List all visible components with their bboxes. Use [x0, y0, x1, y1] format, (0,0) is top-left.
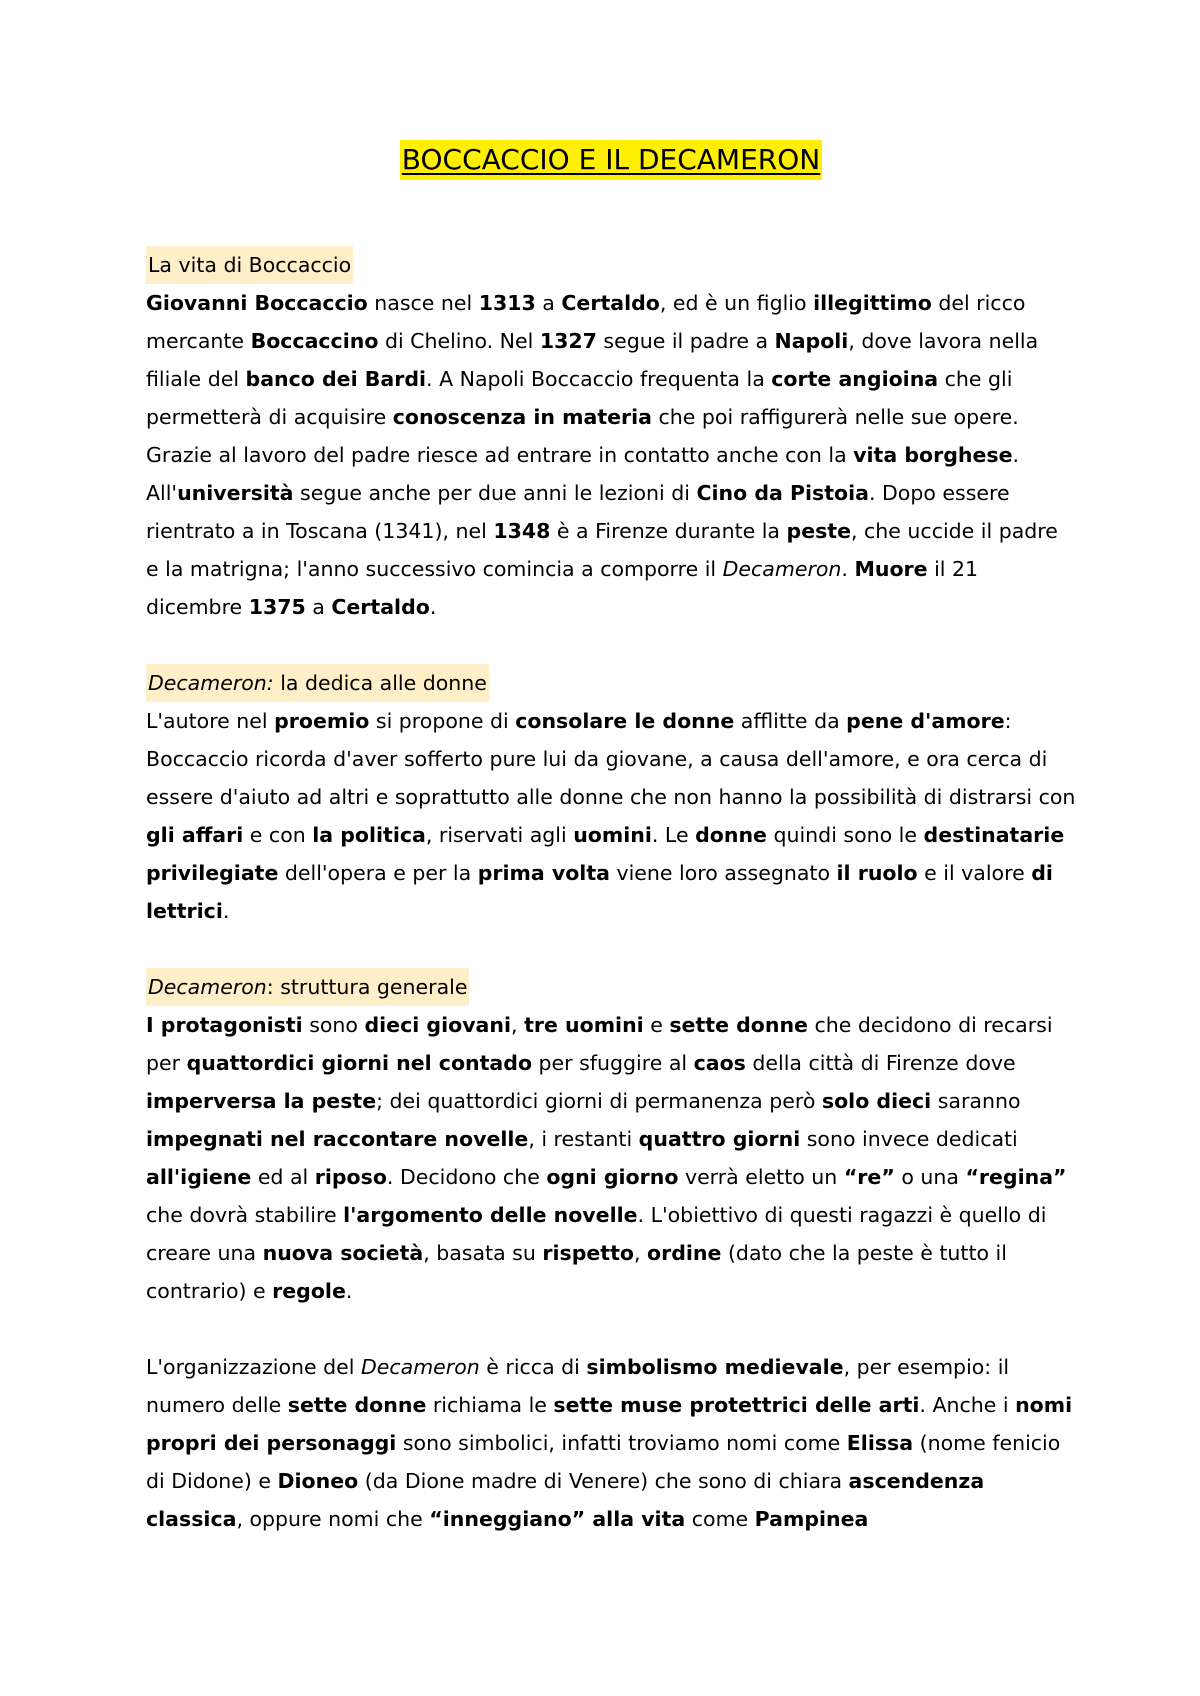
spacer	[146, 930, 1076, 968]
section-paragraph: L'autore nel proemio si propone di consolare le donne afflitte da pene d'amore: Boccaccio ricorda d'aver sofferto pure lui da giovane, a causa dell'amore, e ora cerca di essere d'aiuto ad altri e soprattutto alle donne che non hanno la possibilità di distrarsi con gli affari e con la politica, riservati agli uomini. Le donne quindi sono le destinatarie privilegiate dell'opera e per la prima volta viene loro assegnato il ruolo e il valore di lettrici.	[146, 709, 1076, 923]
document-page	[146, 140, 1076, 1538]
section-paragraph: I protagonisti sono dieci giovani, tre uomini e sette donne che decidono di recarsi per quattordici giorni nel contado per sfuggire al caos della città di Firenze dove imperversa la peste; dei quattordici giorni di permanenza però solo dieci saranno impegnati nel raccontare novelle, i restanti quattro giorni sono invece dedicati all'igiene ed al riposo. Decidono che ogni giorno verrà eletto un “re” o una “regina” che dovrà stabilire l'argomento delle novelle. L'obiettivo di questi ragazzi è quello di creare una nuova società, basata su rispetto, ordine (dato che la peste è tutto il contrario) e regole.	[146, 1013, 1067, 1303]
section-struttura	[146, 968, 1076, 1538]
section-heading: Decameron: la dedica alle donne	[146, 664, 489, 702]
section-vita	[146, 246, 1076, 626]
spacer	[146, 1310, 1076, 1348]
section-heading: La vita di Boccaccio	[146, 246, 353, 284]
section-heading: Decameron: struttura generale	[146, 968, 469, 1006]
section-paragraph: L'organizzazione del Decameron è ricca di simbolismo medievale, per esempio: il numero delle sette donne richiama le sette muse protettrici delle arti. Anche i nomi propri dei personaggi sono simbolici, infatti troviamo nomi come Elissa (nome fenicio di Didone) e Dioneo (da Dione madre di Venere) che sono di chiara ascendenza classica, oppure nomi che “inneggiano” alla vita come Pampinea	[146, 1355, 1073, 1531]
page-title: BOCCACCIO E IL DECAMERON	[400, 140, 822, 180]
title-wrapper	[146, 140, 1076, 180]
section-dedica	[146, 664, 1076, 930]
section-paragraph: Giovanni Boccaccio nasce nel 1313 a Certaldo, ed è un figlio illegittimo del ricco mercante Boccaccino di Chelino. Nel 1327 segue il padre a Napoli, dove lavora nella filiale del banco dei Bardi. A Napoli Boccaccio frequenta la corte angioina che gli permetterà di acquisire conoscenza in materia che poi raffigurerà nelle sue opere. Grazie al lavoro del padre riesce ad entrare in contatto anche con la vita borghese. All'università segue anche per due anni le lezioni di Cino da Pistoia. Dopo essere rientrato a in Toscana (1341), nel 1348 è a Firenze durante la peste, che uccide il padre e la matrigna; l'anno successivo comincia a comporre il Decameron. Muore il 21 dicembre 1375 a Certaldo.	[146, 291, 1058, 619]
spacer	[146, 626, 1076, 664]
